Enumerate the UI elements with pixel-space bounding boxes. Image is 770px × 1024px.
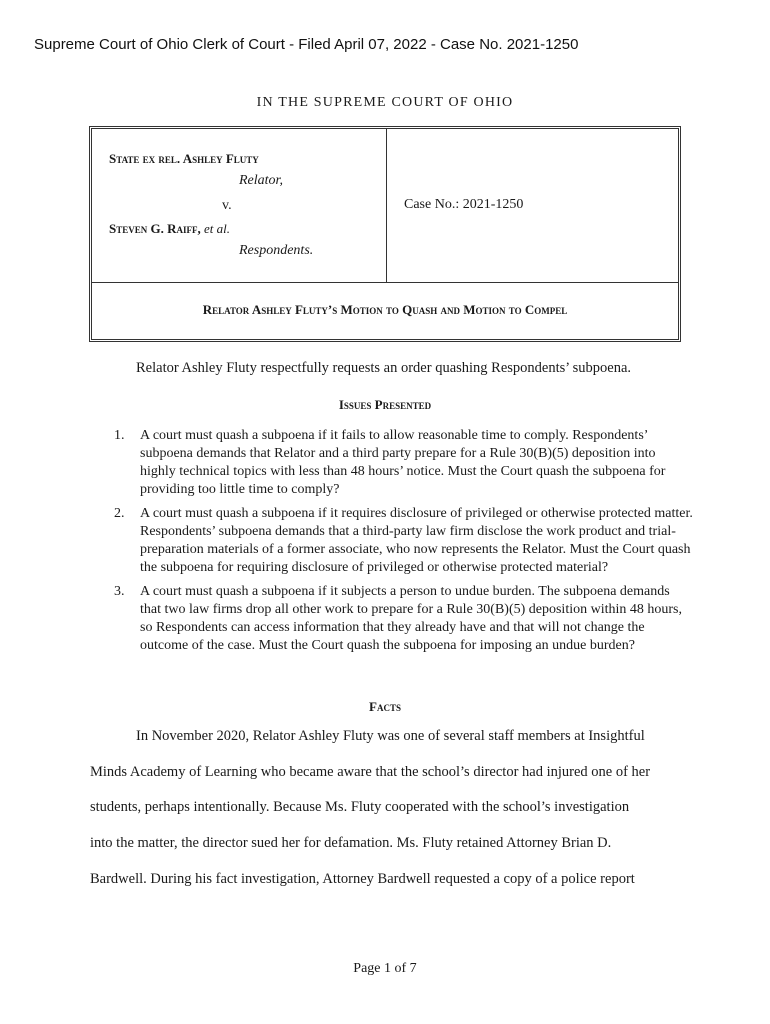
list-item — [114, 427, 694, 499]
facts-line: into the matter, the director sued her for defamation. Ms. Fluty retained Attorney Brian D. — [90, 835, 612, 851]
relator-role: Relator, — [239, 173, 283, 188]
facts-line: Minds Academy of Learning who became aware that the school’s director had injured one of her — [90, 764, 651, 780]
court-name: IN THE SUPREME COURT OF OHIO — [256, 95, 514, 110]
page-number: Page 1 of 7 — [353, 961, 417, 976]
facts-heading: Facts — [369, 699, 401, 714]
issues-heading: Issues Presented — [338, 397, 432, 412]
respondent-name: Steven G. Raiff, — [109, 221, 204, 236]
issue-number: 1. — [114, 428, 125, 443]
case-number: Case No.: 2021-1250 — [404, 197, 524, 212]
versus-label: v. — [222, 198, 232, 213]
list-item — [114, 583, 694, 655]
issues-list — [114, 427, 694, 661]
respondent-role: Respondents. — [239, 243, 314, 258]
case-caption-box — [89, 126, 681, 342]
respondent-etal: et al. — [204, 221, 230, 236]
intro-paragraph: Relator Ashley Fluty respectfully requests an order quashing Respondents’ subpoena. — [136, 360, 632, 376]
issue-text: A court must quash a subpoena if it requires disclosure of privileged or otherwise protected matter. Respondents’ subpoena demands that a third-party law firm disclose the work product and trial-preparation materials of a former associate, who now represents the Relator. Must the Court quash the subpoena for requiring disclosure of privileged or otherwise protected material? — [140, 506, 693, 575]
issue-text: A court must quash a subpoena if it fails to allow reasonable time to comply. Respondents’ subpoena demands that Relator and a third party prepare for a Rule 30(B)(5) deposition into highly technical topics with less than 48 hours’ notice. Must the Court quash the subpoena for providing too little time to comply? — [140, 428, 666, 497]
list-item — [114, 505, 694, 577]
issue-number: 3. — [114, 584, 125, 599]
caption-parties-cell — [92, 129, 387, 282]
issue-number: 2. — [114, 506, 125, 521]
caption-title-cell — [92, 282, 678, 341]
facts-line: Bardwell. During his fact investigation, Attorney Bardwell requested a copy of a police report — [90, 871, 635, 887]
filing-header: Supreme Court of Ohio Clerk of Court - Filed April 07, 2022 - Case No. 2021-1250 — [34, 36, 579, 53]
respondent-name-line — [109, 221, 230, 237]
facts-line: students, perhaps intentionally. Because Ms. Fluty cooperated with the school’s investigation — [90, 799, 630, 815]
motion-title: Relator Ashley Fluty’s Motion to Quash and Motion to Compel — [202, 302, 568, 317]
issue-text: A court must quash a subpoena if it subjects a person to undue burden. The subpoena demands that two law firms drop all other work to prepare for a Rule 30(B)(5) deposition within 48 hours, so Respondents can access information that they already have and that will not change the outcome of the case. Must the Court quash the subpoena for imposing an undue burden? — [140, 584, 682, 653]
relator-name: State ex rel. Ashley Fluty — [109, 151, 259, 166]
facts-line: In November 2020, Relator Ashley Fluty was one of several staff members at Insightful — [136, 728, 645, 744]
